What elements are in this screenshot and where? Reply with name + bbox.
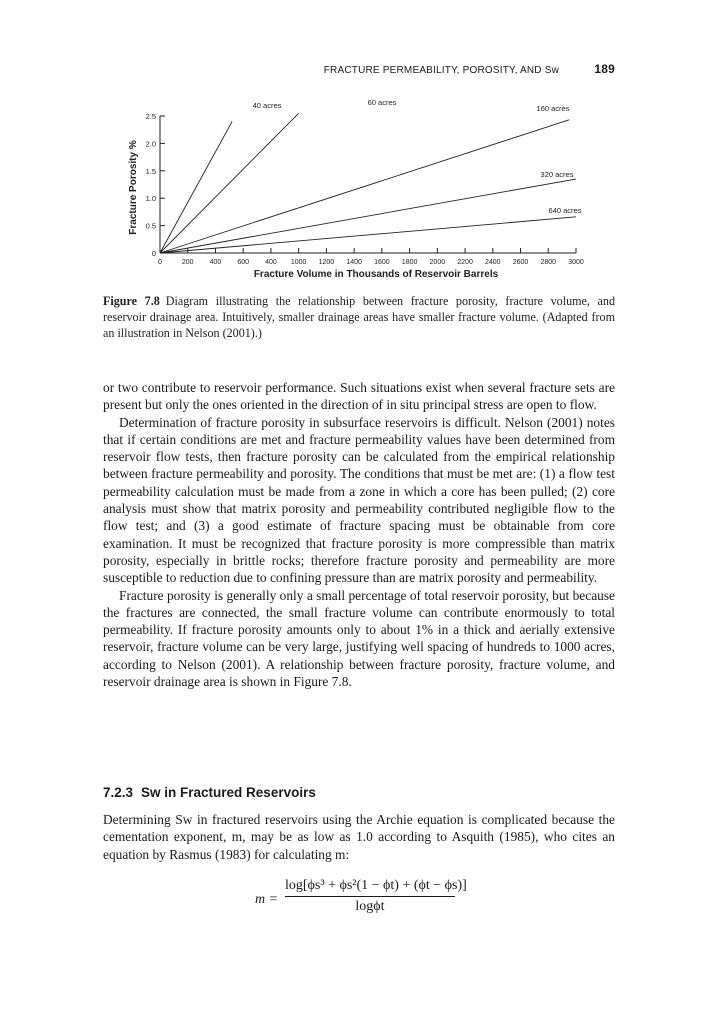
- equation-lhs: m =: [255, 892, 279, 907]
- rasmus-equation: [255, 878, 475, 926]
- x-tick-label: 1400: [346, 259, 362, 266]
- y-tick-label: 2.5: [145, 112, 156, 121]
- section-body: [103, 811, 615, 863]
- page-number: 189: [594, 62, 615, 76]
- x-tick-label: 600: [237, 259, 250, 266]
- x-tick-label: 0: [158, 259, 162, 266]
- figure-caption-text: Diagram illustrating the relationship between fracture porosity, fracture volume, and reservoir drainage area. Intuitively, smaller drainage areas have smaller fracture volume. (Adapted from an illustration in Nelson (2001).): [103, 294, 615, 340]
- y-tick-label: 0.5: [145, 221, 156, 231]
- series-line: [160, 120, 569, 253]
- series-label: 640 acres: [548, 206, 582, 215]
- figure-caption-label: Figure 7.8: [103, 294, 160, 308]
- section-number: 7.2.3: [103, 785, 134, 800]
- equation-denominator: logϕt: [355, 899, 385, 914]
- paragraph-4: Determining Sw in fractured reservoirs using the Archie equation is complicated because the cementation exponent, m, may be as low as 1.0 according to Asquith (1985), who cites an equation by Rasmus (1983) for calculating m:: [103, 812, 615, 862]
- running-head: [103, 62, 615, 78]
- equation-numerator: log[ϕs³ + ϕs²(1 − ϕt) + (ϕt − ϕs)]: [285, 878, 455, 897]
- series-label: 40 acres: [252, 101, 282, 110]
- x-tick-label: 400: [209, 259, 222, 266]
- equation-fraction: [285, 878, 467, 915]
- x-tick-label: 1800: [401, 259, 418, 266]
- x-tick-label: 1600: [374, 259, 390, 266]
- x-tick-label: 400: [265, 259, 277, 266]
- section-heading: [103, 785, 615, 800]
- y-tick-label: 1.5: [145, 166, 156, 176]
- y-tick-label: 2.0: [145, 139, 156, 149]
- x-tick-label: 2600: [512, 259, 529, 266]
- x-tick-label: 1200: [318, 259, 335, 266]
- paragraph-1: or two contribute to reservoir performance. Such situations exist when several fracture sets are present but only the ones oriented in the direction of in situ principal stress are open to flow.: [103, 380, 615, 413]
- x-tick-label: 2200: [457, 259, 473, 266]
- y-axis-title: Fracture Porosity %: [128, 140, 139, 235]
- x-axis-title: Fracture Volume in Thousands of Reservoir Barrels: [253, 269, 499, 280]
- y-tick-label: 0: [151, 249, 156, 258]
- x-tick-label: 3000: [568, 259, 584, 266]
- series-label: 320 acres: [540, 170, 574, 179]
- series-label: 60 acres: [367, 98, 397, 107]
- section-title: Sw in Fractured Reservoirs: [141, 785, 316, 800]
- x-tick-label: 200: [181, 259, 194, 266]
- figure-caption: [103, 293, 615, 341]
- series-line: [160, 217, 576, 253]
- x-tick-label: 2400: [485, 259, 501, 266]
- x-tick-label: 2000: [429, 259, 446, 266]
- series-label: 160 acres: [536, 104, 570, 113]
- running-head-title: FRACTURE PERMEABILITY, POROSITY, AND Sw: [323, 65, 559, 76]
- x-tick-label: 2800: [540, 259, 557, 266]
- fracture-porosity-chart: [120, 95, 610, 280]
- paragraph-3: Fracture porosity is generally only a small percentage of total reservoir porosity, but because the fractures are connected, the small fracture volume can contribute enormously to total permeability. If fracture porosity amounts only to about 1% in a thick and aerially extensive reservoir, fracture volume can be very large, justifying well spacing of hundreds to 1000 acres, according to Nelson (2001). A relationship between fracture porosity, fracture volume, and reservoir drainage area is shown in Figure 7.8.: [103, 587, 615, 690]
- paragraph-2: Determination of fracture porosity in subsurface reservoirs is difficult. Nelson (2001) notes that if certain conditions are met and fracture permeability values have been determined from reservoir flow tests, then fracture porosity can be calculated from the empirical relationship between fracture permeability and porosity. The conditions that must be met are: (1) a flow test permeability calculation must be made from a zone in which a core has been pulled; (2) core analysis must show that matrix porosity and permeability contributed negligible flow to the flow test; and (3) a good estimate of fracture spacing must be obtainable from core examination. It must be recognized that fracture porosity is more compressible than matrix porosity, especially in brittle rocks; therefore fracture porosity and permeability are more susceptible to reduction due to confining pressure than are matrix porosity and permeability.: [103, 414, 615, 586]
- body-continuation: [103, 379, 615, 690]
- x-tick-label: 1000: [290, 259, 307, 266]
- figure-7-8: [120, 95, 610, 280]
- y-tick-label: 1.0: [145, 194, 156, 204]
